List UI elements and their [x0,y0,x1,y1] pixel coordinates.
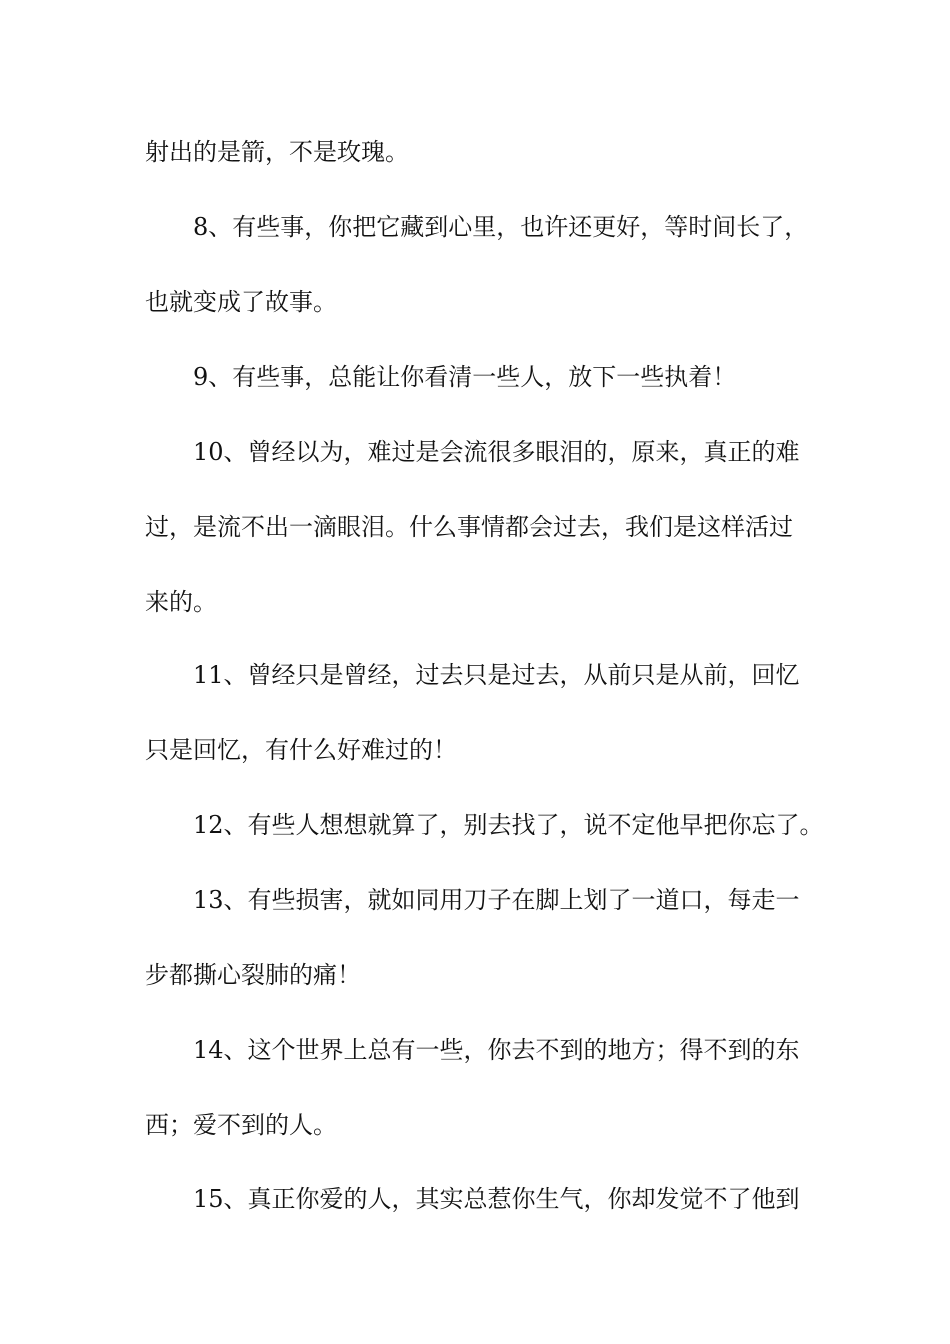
paragraph-13-line-2: 步都撕心裂肺的痛！ [145,961,361,989]
paragraph-15-line-1: 15、真正你爱的人，其实总惹你生气，你却发觉不了他到 [193,1185,800,1213]
paragraph-14-line-1: 14、这个世界上总有一些，你去不到的地方；得不到的东 [193,1036,800,1064]
paragraph-10-line-3: 来的。 [145,588,217,616]
paragraph-11-line-2: 只是回忆，有什么好难过的！ [145,736,457,764]
paragraph-14-line-2: 西；爱不到的人。 [145,1111,337,1139]
paragraph-9-line-1: 9、有些事，总能让你看清一些人，放下一些执着！ [193,363,737,391]
text-line: 射出的是箭，不是玫瑰。 [145,138,409,166]
paragraph-11-line-1: 11、曾经只是曾经，过去只是过去，从前只是从前，回忆 [193,661,800,689]
paragraph-10-line-2: 过，是流不出一滴眼泪。什么事情都会过去，我们是这样活过 [145,513,793,541]
paragraph-8-line-1: 8、有些事，你把它藏到心里，也许还更好，等时间长了， [193,213,809,241]
paragraph-10-line-1: 10、曾经以为，难过是会流很多眼泪的，原来，真正的难 [193,438,800,466]
paragraph-13-line-1: 13、有些损害，就如同用刀子在脚上划了一道口，每走一 [193,886,800,914]
paragraph-12-line-1: 12、有些人想想就算了，别去找了，说不定他早把你忘了。 [193,811,824,839]
paragraph-8-line-2: 也就变成了故事。 [145,288,337,316]
